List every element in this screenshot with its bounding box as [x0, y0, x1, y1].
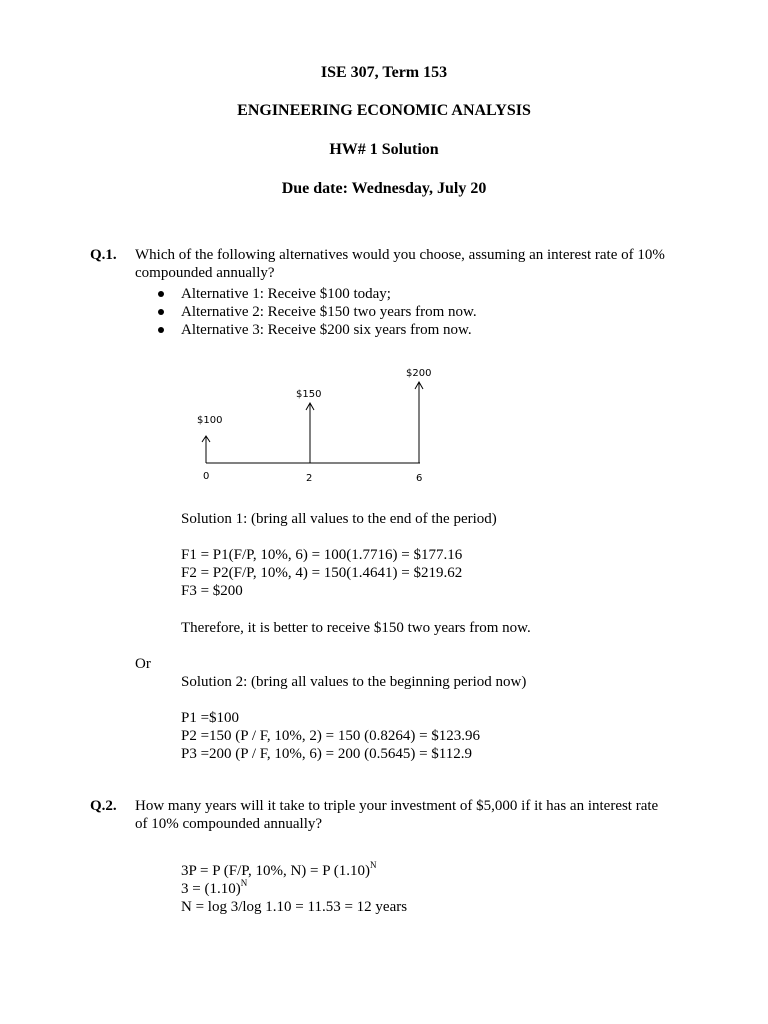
- equation-text: 3 = (1.10): [181, 881, 241, 897]
- hw-title: HW# 1 Solution: [329, 141, 439, 158]
- alternative-3: Alternative 3: Receive $200 six years from now.: [181, 322, 472, 338]
- alternative-1: Alternative 1: Receive $100 today;: [181, 286, 391, 302]
- q2-equation-2: [181, 880, 247, 898]
- cash-label-6: $200: [406, 368, 432, 379]
- subject-title: ENGINEERING ECONOMIC ANALYSIS: [237, 102, 531, 119]
- solution1-line: F1 = P1(F/P, 10%, 6) = 100(1.7716) = $177.16: [181, 547, 463, 563]
- cash-flow-svg: [0, 0, 768, 500]
- solution1-conclusion: Therefore, it is better to receive $150 two years from now.: [181, 620, 531, 636]
- solution1-title: Solution 1: (bring all values to the end of the period): [181, 511, 497, 527]
- q2-equation-1: [181, 862, 377, 880]
- cash-label-2: $150: [296, 389, 322, 400]
- cash-label-0: $100: [197, 415, 223, 426]
- q2-label: Q.2.: [90, 798, 117, 814]
- solution1-line: F3 = $200: [181, 583, 243, 599]
- or-text: Or: [135, 656, 151, 672]
- solution2-line: P1 =$100: [181, 710, 240, 726]
- alternative-2: Alternative 2: Receive $150 two years from now.: [181, 304, 477, 320]
- period-tick-2: 2: [306, 473, 313, 484]
- course-title: ISE 307, Term 153: [320, 64, 448, 81]
- solution2-line: P2 =150 (P / F, 10%, 2) = 150 (0.8264) = $123.96: [181, 728, 481, 744]
- q1-text-line1: Which of the following alternatives would you choose, assuming an interest rate of 10%: [135, 247, 665, 263]
- equation-text: 3P = P (F/P, 10%, N) = P (1.10): [181, 863, 371, 879]
- solution2-title: Solution 2: (bring all values to the beginning period now): [181, 674, 527, 690]
- due-date: Due date: Wednesday, July 20: [281, 180, 487, 197]
- period-tick-6: 6: [416, 473, 423, 484]
- q2-text-line2: of 10% compounded annually?: [135, 816, 323, 832]
- q2-equation-3: N = log 3/log 1.10 = 11.53 = 12 years: [181, 899, 408, 915]
- solution2-line: P3 =200 (P / F, 10%, 6) = 200 (0.5645) = $112.9: [181, 746, 472, 762]
- cash-flow-diagram: [0, 0, 768, 500]
- exponent: N: [240, 878, 248, 888]
- q1-label: Q.1.: [90, 247, 117, 263]
- solution1-line: F2 = P2(F/P, 10%, 4) = 150(1.4641) = $219.62: [181, 565, 463, 581]
- q2-text-line1: How many years will it take to triple your investment of $5,000 if it has an interest rate: [135, 798, 659, 814]
- exponent: N: [370, 860, 377, 870]
- q1-text-line2: compounded annually?: [135, 265, 275, 281]
- period-tick-0: 0: [203, 471, 210, 482]
